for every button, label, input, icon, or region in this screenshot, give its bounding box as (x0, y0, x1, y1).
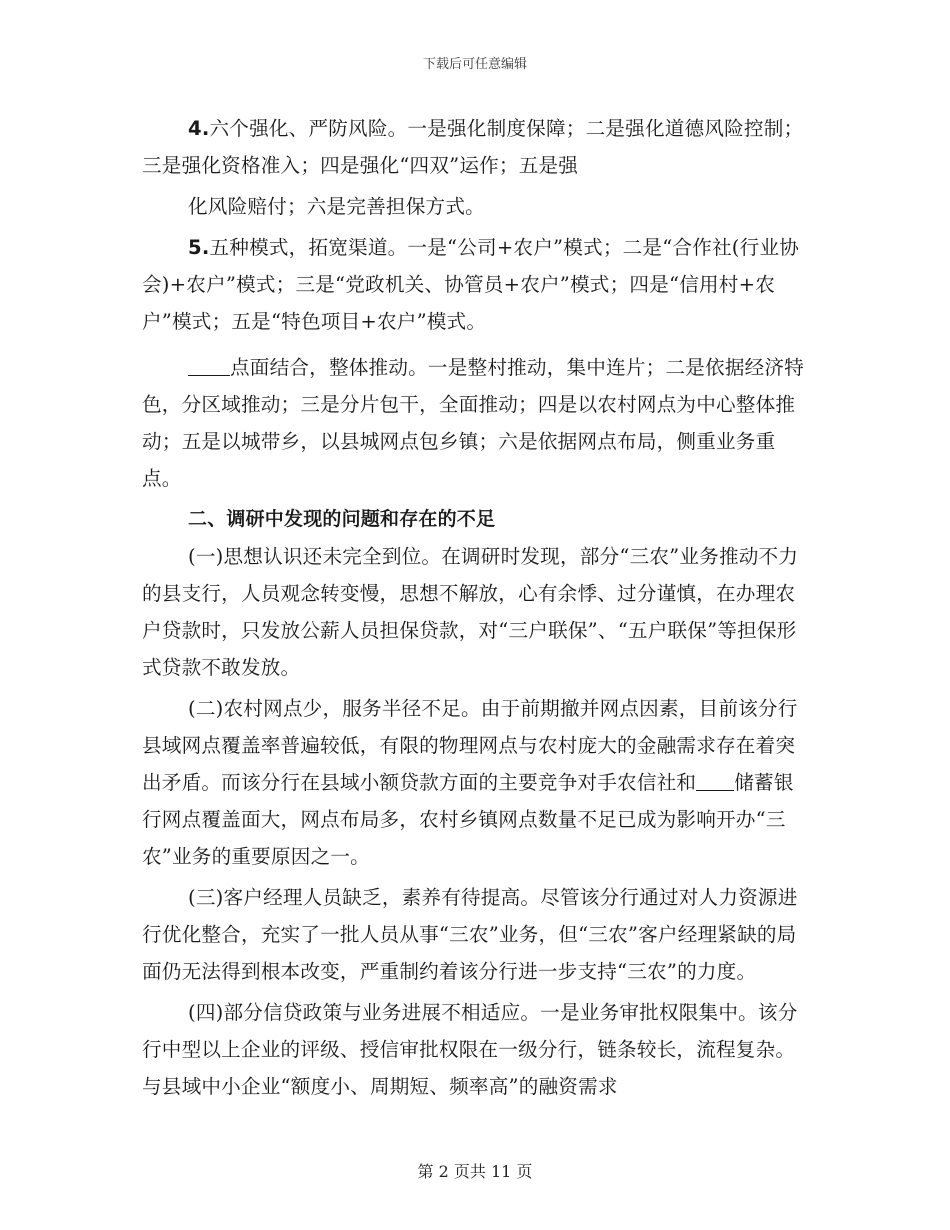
document-body (142, 110, 810, 1105)
paragraph-4 (142, 110, 810, 184)
blank-underline (696, 772, 734, 791)
paragraph-5 (142, 229, 810, 340)
paragraph-text: 储蓄银行网点覆盖面大，网点布局多，农村乡镇网点数量不足已成为影响开办“三农”业务的重要原因之一。 (142, 771, 794, 868)
blank-underline (188, 357, 230, 376)
paragraph-q2 (142, 690, 810, 875)
paragraph-6 (142, 349, 810, 497)
paragraph-text: 点面结合，整体推动。一是整村推动，集中连片；二是依据经济特色，分区域推动；三是分片包干，全面推动；四是以农村网点为中心整体推动；五是以城带乡，以县城网点包乡镇；六是依据网点布局，侧重业务重点。 (142, 356, 805, 490)
paragraph-text: 六个强化、严防风险。一是强化制度保障；二是强化道德风险控制；三是强化资格准入；四是强化“四双”运作；五是强 (142, 117, 804, 177)
paragraph-q3: (三)客户经理人员缺乏，素养有待提高。尽管该分行通过对人力资源进行优化整合，充实了一批人员从事“三农”业务，但“三农”客户经理紧缺的局面仍无法得到根本改变，严重制约着该分行进一步支持“三农”的力度。 (142, 886, 798, 983)
paragraph-text: 五种模式，拓宽渠道。一是“公司+农户”模式；二是“合作社(行业协会)+农户”模式；三是“党政机关、协管员+农户”模式；四是“信用村+农户”模式；五是“特色项目+农户”模式。 (142, 236, 800, 333)
paragraph-4-continued: 化风险赔付；六是完善担保方式。 (188, 195, 485, 218)
paragraph-text: (二)农村网点少，服务半径不足。由于前期撤并网点因素，目前该分行县域网点覆盖率普遍较低，有限的物理网点与农村庞大的金融需求存在着突出矛盾。而该分行在县域小额贷款方面的主要竞争对手农信社和 (142, 697, 798, 794)
page-footer: 第 2 页共 11 页 (417, 1162, 533, 1181)
paragraph-q4: (四)部分信贷政策与业务进展不相适应。一是业务审批权限集中。该分行中型以上企业的评级、授信审批权限在一级分行，链条较长，流程复杂。与县域中小企业“额度小、周期短、频率高”的融资需求 (142, 1001, 798, 1098)
section-heading: 二、调研中发现的问题和存在的不足 (188, 508, 496, 530)
item-number: 5. (188, 236, 210, 259)
page-header: 下载后可任意编辑 (422, 57, 527, 72)
item-number: 4. (188, 117, 210, 140)
paragraph-q1: (一)思想认识还未完全到位。在调研时发现，部分“三农”业务推动不力的县支行，人员观念转变慢，思想不解放，心有余悸、过分谨慎，在办理农户贷款时，只发放公薪人员担保贷款，对“三户联保”、“五户联保”等担保形式贷款不敢发放。 (142, 545, 799, 679)
